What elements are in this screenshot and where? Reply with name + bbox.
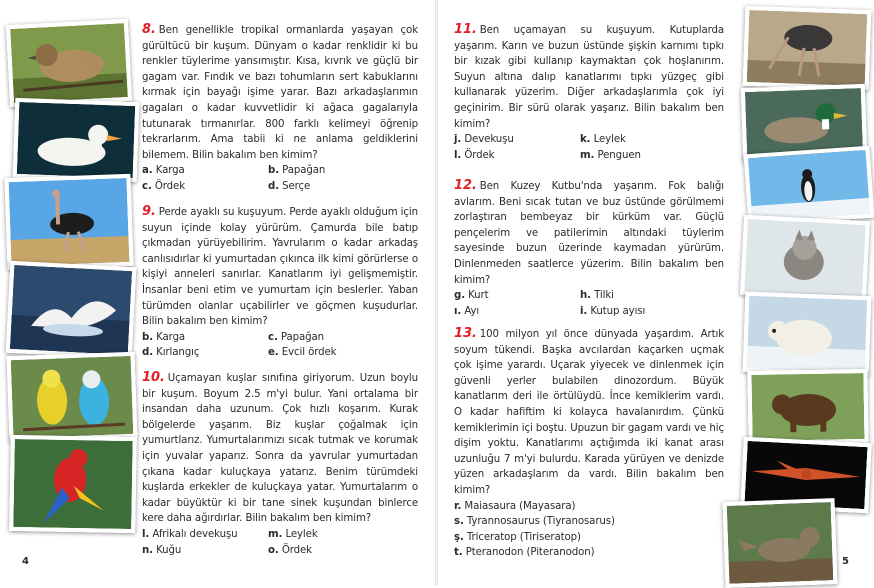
answer-option[interactable]: d. Kırlangıç	[142, 347, 200, 359]
sparrow-photo	[6, 19, 132, 107]
question-11	[454, 22, 724, 163]
answer-option[interactable]: t. Pteranodon (Piteranodon)	[454, 547, 595, 559]
answer-options	[142, 527, 418, 558]
ostrich-eating-photo	[743, 6, 872, 90]
question-text: 8. Ben genellikle tropikal ormanlarda yaşayan çok gürültücü bir kuşum. Dünyam o kadar renklidir ki bu renkler tüylerime yansımıştır. Kısa, kıvrık ve güçlü bir gagam var. Fındık ve bazı tohumların sert kabuklarını kırmak için bayağı işime yarar. Bazı arkadaşlarımın gagaları o kadar kuvvetlidir ki ağaca gagalarıyla tutunarak tırmanırlar. 800 farklı kelimeyi öğrenip tekrarlarım. Ama tabii ki ne anlama geldiklerini bilemem. Bilin bakalım ben kimim?	[142, 22, 418, 161]
answer-option[interactable]: s. Tyrannosaurus (Tiyranosarus)	[454, 516, 615, 528]
swan-photo	[6, 261, 137, 359]
answer-option[interactable]: ı. Ayı	[454, 305, 480, 317]
question-10	[142, 370, 418, 558]
answer-option[interactable]: a. Karga	[142, 165, 185, 177]
answer-option[interactable]: b. Papağan	[268, 165, 326, 177]
brown-bear-photo	[747, 369, 868, 445]
polar-bear-photo	[743, 292, 872, 376]
duck-white-photo	[13, 98, 140, 182]
question-number: 9.	[142, 204, 156, 219]
answer-option[interactable]: j. Devekuşu	[454, 134, 514, 146]
answer-option[interactable]: l. Afrikalı devekuşu	[142, 528, 238, 540]
question-8	[142, 22, 418, 195]
answer-options	[454, 132, 724, 163]
right-page	[438, 0, 874, 585]
answer-option[interactable]: d. Serçe	[268, 180, 311, 192]
answer-options	[142, 163, 418, 194]
penguin-photo	[744, 146, 874, 227]
page-number: 4	[22, 556, 29, 567]
answer-option[interactable]: ş. Triceratop (Tiriseratop)	[454, 531, 581, 543]
answer-option[interactable]: m. Penguen	[580, 149, 641, 161]
macaw-photo	[9, 435, 137, 533]
answer-options	[454, 499, 724, 561]
wolf-photo	[740, 215, 870, 301]
answer-options	[454, 288, 724, 319]
question-number: 13.	[454, 326, 477, 341]
question-13	[454, 326, 724, 561]
question-text: 11. Ben uçamayan su kuşuyum. Kutuplarda yaşarım. Karın ve buzun üstünde şişkin karnımı tıpkı bir kızak gibi kullanıp kaymaktan çok hoşlanırım. Suyun altına dalıp kanatlarımı tıpkı yüzgeç gibi kullanarak yüzerim. Diğer arkadaşlarımla çok iyi geçinirim. Bir sürü olarak yaşarız. Bilin bakalım ben kimim?	[454, 22, 724, 130]
answer-option[interactable]: c. Papağan	[268, 331, 324, 343]
answer-option[interactable]: l. Ördek	[454, 149, 495, 161]
page-number: 5	[842, 556, 849, 567]
question-number: 12.	[454, 178, 477, 193]
question-text: 12. Ben Kuzey Kutbu'nda yaşarım. Fok balığı avlarım. Beni sıcak tutan ve buz üstünde görülmemi zorlaştıran bembeyaz bir kürküm var. Güçlü pençelerim ve patilerimin altındaki tüylerim sayesinde buzun üzerinde kaymadan yürürüm. Dinlenmeden saatlerce yüzerim. Bilin bakalım ben kimim?	[454, 178, 724, 286]
question-number: 8.	[142, 22, 156, 37]
question-number: 10.	[142, 370, 165, 385]
budgie-photo	[7, 352, 138, 442]
answer-option[interactable]: c. Ördek	[142, 180, 186, 192]
left-page	[0, 0, 436, 585]
question-text: 9. Perde ayaklı su kuşuyum. Perde ayaklı olduğum için suyun içinde kolay yürürüm. Çamurda bile batıp çıkmadan yürüyebilirim. Yavrularım o kadar arkadaş canlısıdırlar ki yumurtadan çıkınca ilk kimi görürlerse o kişiyi anneleri sanırlar. Kanatlarım iyi gelişmemiştir. İnsanlar beni etim ve yumurtam için beslerler. Yaban türümden olanlar uçabilirler ve göçmen kuşudurlar. Bilin bakalım ben kimim?	[142, 204, 418, 328]
answer-option[interactable]: g. Kurt	[454, 290, 489, 302]
question-9	[142, 204, 418, 361]
answer-option[interactable]: r. Maiasaura (Mayasara)	[454, 500, 576, 512]
answer-option[interactable]: n. Kuğu	[142, 544, 182, 556]
answer-option[interactable]: b. Karga	[142, 331, 186, 343]
question-text: 13. 100 milyon yıl önce dünyada yaşardım. Artık soyum tükendi. Başka avcılardan kaçarken uçmak çok işime yarardı. Uçarak yiyecek ve dinlenmek için güvenli yerler bulabilen dinozordum. Büyük kanatlarım deri ile örtülüydü. İnce kemiklerim vardı. O kadar hafiftim ki kolayca havalanırdım. Çünkü kemiklerimin içi boştu. Upuzun bir gagam vardı ve hiç dişim yoktu. Kanatlarımı açtığımda iki kanat arası uzunluğu 7 m'yi bulurdu. Karada yürüyen ve denizde yüzen arkadaşlarım da vardı. Bilin bakalım ben kimim?	[454, 326, 724, 496]
answer-option[interactable]: i. Kutup ayısı	[580, 305, 646, 317]
question-12	[454, 178, 724, 319]
answer-option[interactable]: k. Leylek	[580, 134, 626, 146]
ostrich-photo	[4, 174, 133, 270]
question-text: 10. Uçamayan kuşlar sınıfına giriyorum. Uzun boylu bir kuşum. Boyum 2.5 m'yi bulur. Yani ortalama bir insandan daha uzunum. Çok hızlı koşarım. Kurak bölgelerde yaşarım. Biz kuşlar çoğalmak için yumurtlarız. Yumurtalarımızı sıcak tutmak ve korumak için yuvalar yaparız. Sonra da yavrular yumurtadan çıkana kadar kuluçkaya yatarız. Benim türümdeki kuşlarda erkekler de kuluçkaya yatar. Yumurtalarım o kadar büyüktür ki bir tane sinek kuşundan binlerce kere daha ağırdırlar. Bilin bakalım ben kimim?	[142, 370, 418, 525]
answer-option[interactable]: m. Leylek	[268, 528, 318, 540]
answer-options	[142, 330, 418, 361]
answer-option[interactable]: h. Tilki	[580, 290, 614, 302]
answer-option[interactable]: e. Evcil ördek	[268, 347, 337, 359]
answer-option[interactable]: o. Ördek	[268, 544, 312, 556]
tyrannosaurus-photo	[723, 498, 838, 588]
question-number: 11.	[454, 22, 477, 37]
